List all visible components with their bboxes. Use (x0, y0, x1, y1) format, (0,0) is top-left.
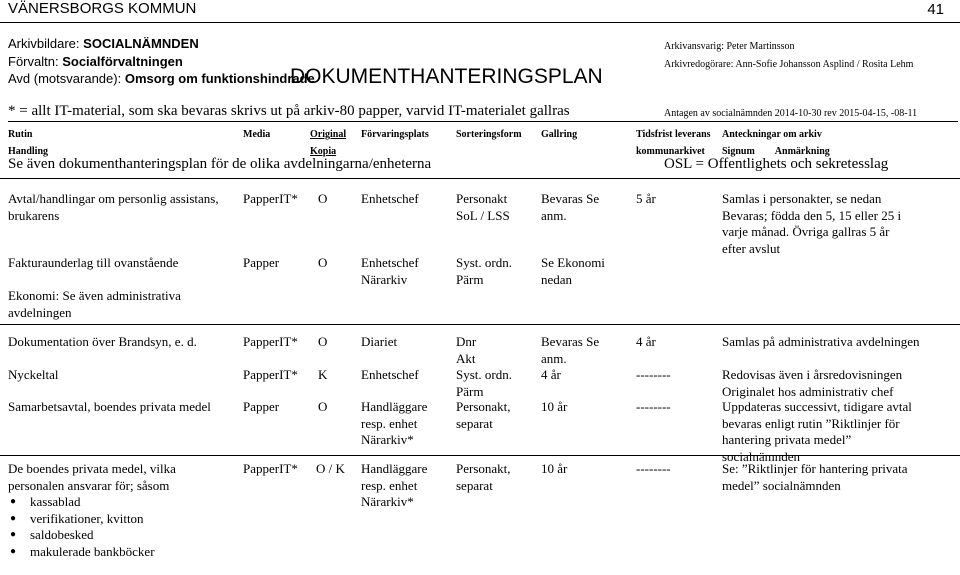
col-tidsfrist: Tidsfrist leverans kommunarkivet (636, 129, 711, 157)
row-3-plats: Diariet (361, 334, 398, 349)
organization-name: VÄNERSBORGS KOMMUN (8, 0, 197, 17)
archive-editors: Arkivredogörare: Ann-Sofie Johansson Asplind / Rosita Lehm (664, 58, 914, 70)
row-4-plats: Enhetschef (361, 367, 419, 382)
row-6-divider (0, 455, 960, 456)
row-0-sort: Personakt SoL / LSS (456, 191, 510, 223)
col-original-kopia: Original Kopia (310, 129, 347, 157)
row-6-original: O / K (316, 461, 345, 476)
department-label: Avd (motsvarande): (8, 71, 122, 86)
col-media: Media (243, 129, 271, 140)
row-1-plats: Enhetschef Närarkiv (361, 255, 419, 287)
row-6-plats: Handläggare resp. enhet Närarkiv* (361, 461, 428, 509)
row-3-media: PapperIT* (243, 334, 298, 349)
row-3-rutin: Dokumentation över Brandsyn, e. d. (8, 334, 197, 349)
row-6-rutin: De boendes privata medel, vilka personalen ansvarar för; såsom ● kassablad ● verifikationer, kvitton ● saldobesked ● makulerade bankböcker (8, 461, 198, 560)
row-5-plats: Handläggare resp. enhet Närarkiv* (361, 399, 428, 447)
row-5-original: O (318, 399, 328, 414)
row-0-rutin: Avtal/handlingar om personlig assistans, brukarens (8, 191, 219, 223)
note-divider (8, 121, 958, 122)
archive-creator-label: Arkivbildare: (8, 36, 80, 51)
row-5-media: Papper (243, 399, 280, 414)
row-3-gallring: Bevaras Se anm. (541, 334, 600, 366)
row-6-bullet-list (8, 494, 198, 560)
row-5-anmarkning: Uppdateras successivt, tidigare avtal bevaras enligt rutin ”Riktlinjer för hantering privata medel” socialnämnden (722, 399, 912, 464)
row-6-gallring: 10 år (541, 461, 568, 476)
row-4-rutin: Nyckeltal (8, 367, 59, 382)
page-number: 41 (927, 1, 944, 18)
row-0-original: O (318, 191, 328, 206)
bullet-bankbocker: ● makulerade bankböcker (30, 544, 198, 561)
col-rutin-handling: Rutin Handling (8, 129, 49, 157)
row-1-rutin: Fakturaunderlag till ovanstående (8, 255, 179, 270)
archive-creator: SOCIALNÄMNDEN (83, 36, 199, 51)
table-top-border (0, 178, 960, 179)
row-3-anmarkning: Samlas på administrativa avdelningen (722, 334, 920, 349)
row-4-original: K (318, 367, 328, 382)
administration-label: Förvaltn: (8, 53, 59, 69)
row-2-rutin: Ekonomi: Se även administrativa avdelningen (8, 288, 181, 320)
archive-meta (8, 35, 315, 88)
archive-responsible: Arkivansvarig: Peter Martinsson (664, 41, 795, 52)
archive-responsible-block (664, 38, 913, 73)
row-4-sort: Syst. ordn. Pärm (456, 367, 512, 399)
row-3-tidsfrist: 4 år (636, 334, 656, 349)
row-0-tidsfrist: 5 år (636, 191, 656, 206)
adopted-date: Antagen av socialnämnden 2014-10-30 rev 2015-04-15, -08-11 (664, 108, 918, 119)
row-6-sort: Personakt, separat (456, 461, 511, 493)
row-6-anmarkning: Se: ”Riktlinjer för hantering privata medel” socialnämnden (722, 461, 908, 493)
bullet-saldobesked: ● saldobesked (30, 527, 198, 544)
it-material-note: * = allt IT-material, som ska bevaras skrivs ut på arkiv-80 papper, varvid IT-materialet gallras (8, 103, 570, 119)
col-sorteringsform: Sorteringsform (456, 129, 522, 140)
row-4-anmarkning: Redovisas även i årsredovisningen Originalet hos administrativ chef (722, 367, 903, 399)
see-also-note: Se även dokumenthanteringsplan för de olika avdelningarna/enheterna (8, 156, 432, 172)
row-5-sort: Personakt, separat (456, 399, 511, 431)
row-1-sort: Syst. ordn. Pärm (456, 255, 512, 287)
row-1-original: O (318, 255, 328, 270)
col-gallring: Gallring (541, 129, 578, 140)
row-0-media: PapperIT* (243, 191, 298, 206)
osl-note: OSL = Offentlighets och sekretesslag (664, 156, 889, 172)
row-4-media: PapperIT* (243, 367, 298, 382)
row-6-tidsfrist: -------- (636, 461, 671, 476)
col-forvaringsplats: Förvaringsplats (361, 129, 429, 140)
row-5-tidsfrist: -------- (636, 399, 671, 414)
row-4-tidsfrist: -------- (636, 367, 671, 382)
row-0-anmarkning: Samlas i personakter, se nedan Bevaras; födda den 5, 15 eller 25 i varje månad. Övriga gallras 5 år efter avslut (722, 191, 902, 256)
row-1-gallring: Se Ekonomi nedan (541, 255, 605, 287)
department: Omsorg om funktionshindrade (124, 71, 315, 86)
row-4-gallring: 4 år (541, 367, 561, 382)
row-1-media: Papper (243, 255, 280, 270)
bullet-verifikationer: ● verifikationer, kvitton (30, 511, 198, 528)
document-title: DOKUMENTHANTERINGSPLAN (290, 65, 603, 88)
row-0-gallring: Bevaras Se anm. (541, 191, 600, 223)
row-6-media: PapperIT* (243, 461, 298, 476)
administration: Socialförvaltningen (62, 53, 183, 69)
row-0-plats: Enhetschef (361, 191, 419, 206)
bullet-kassablad: ● kassablad (30, 494, 198, 511)
row-3-sort: Dnr Akt (456, 334, 477, 366)
col-anteckningar: Anteckningar om arkiv Signum Anmärkning (722, 129, 830, 157)
section-divider (0, 324, 960, 325)
row-5-rutin: Samarbetsavtal, boendes privata medel (8, 399, 211, 414)
row-3-original: O (318, 334, 328, 349)
row-5-gallring: 10 år (541, 399, 568, 414)
header-divider (0, 22, 960, 23)
